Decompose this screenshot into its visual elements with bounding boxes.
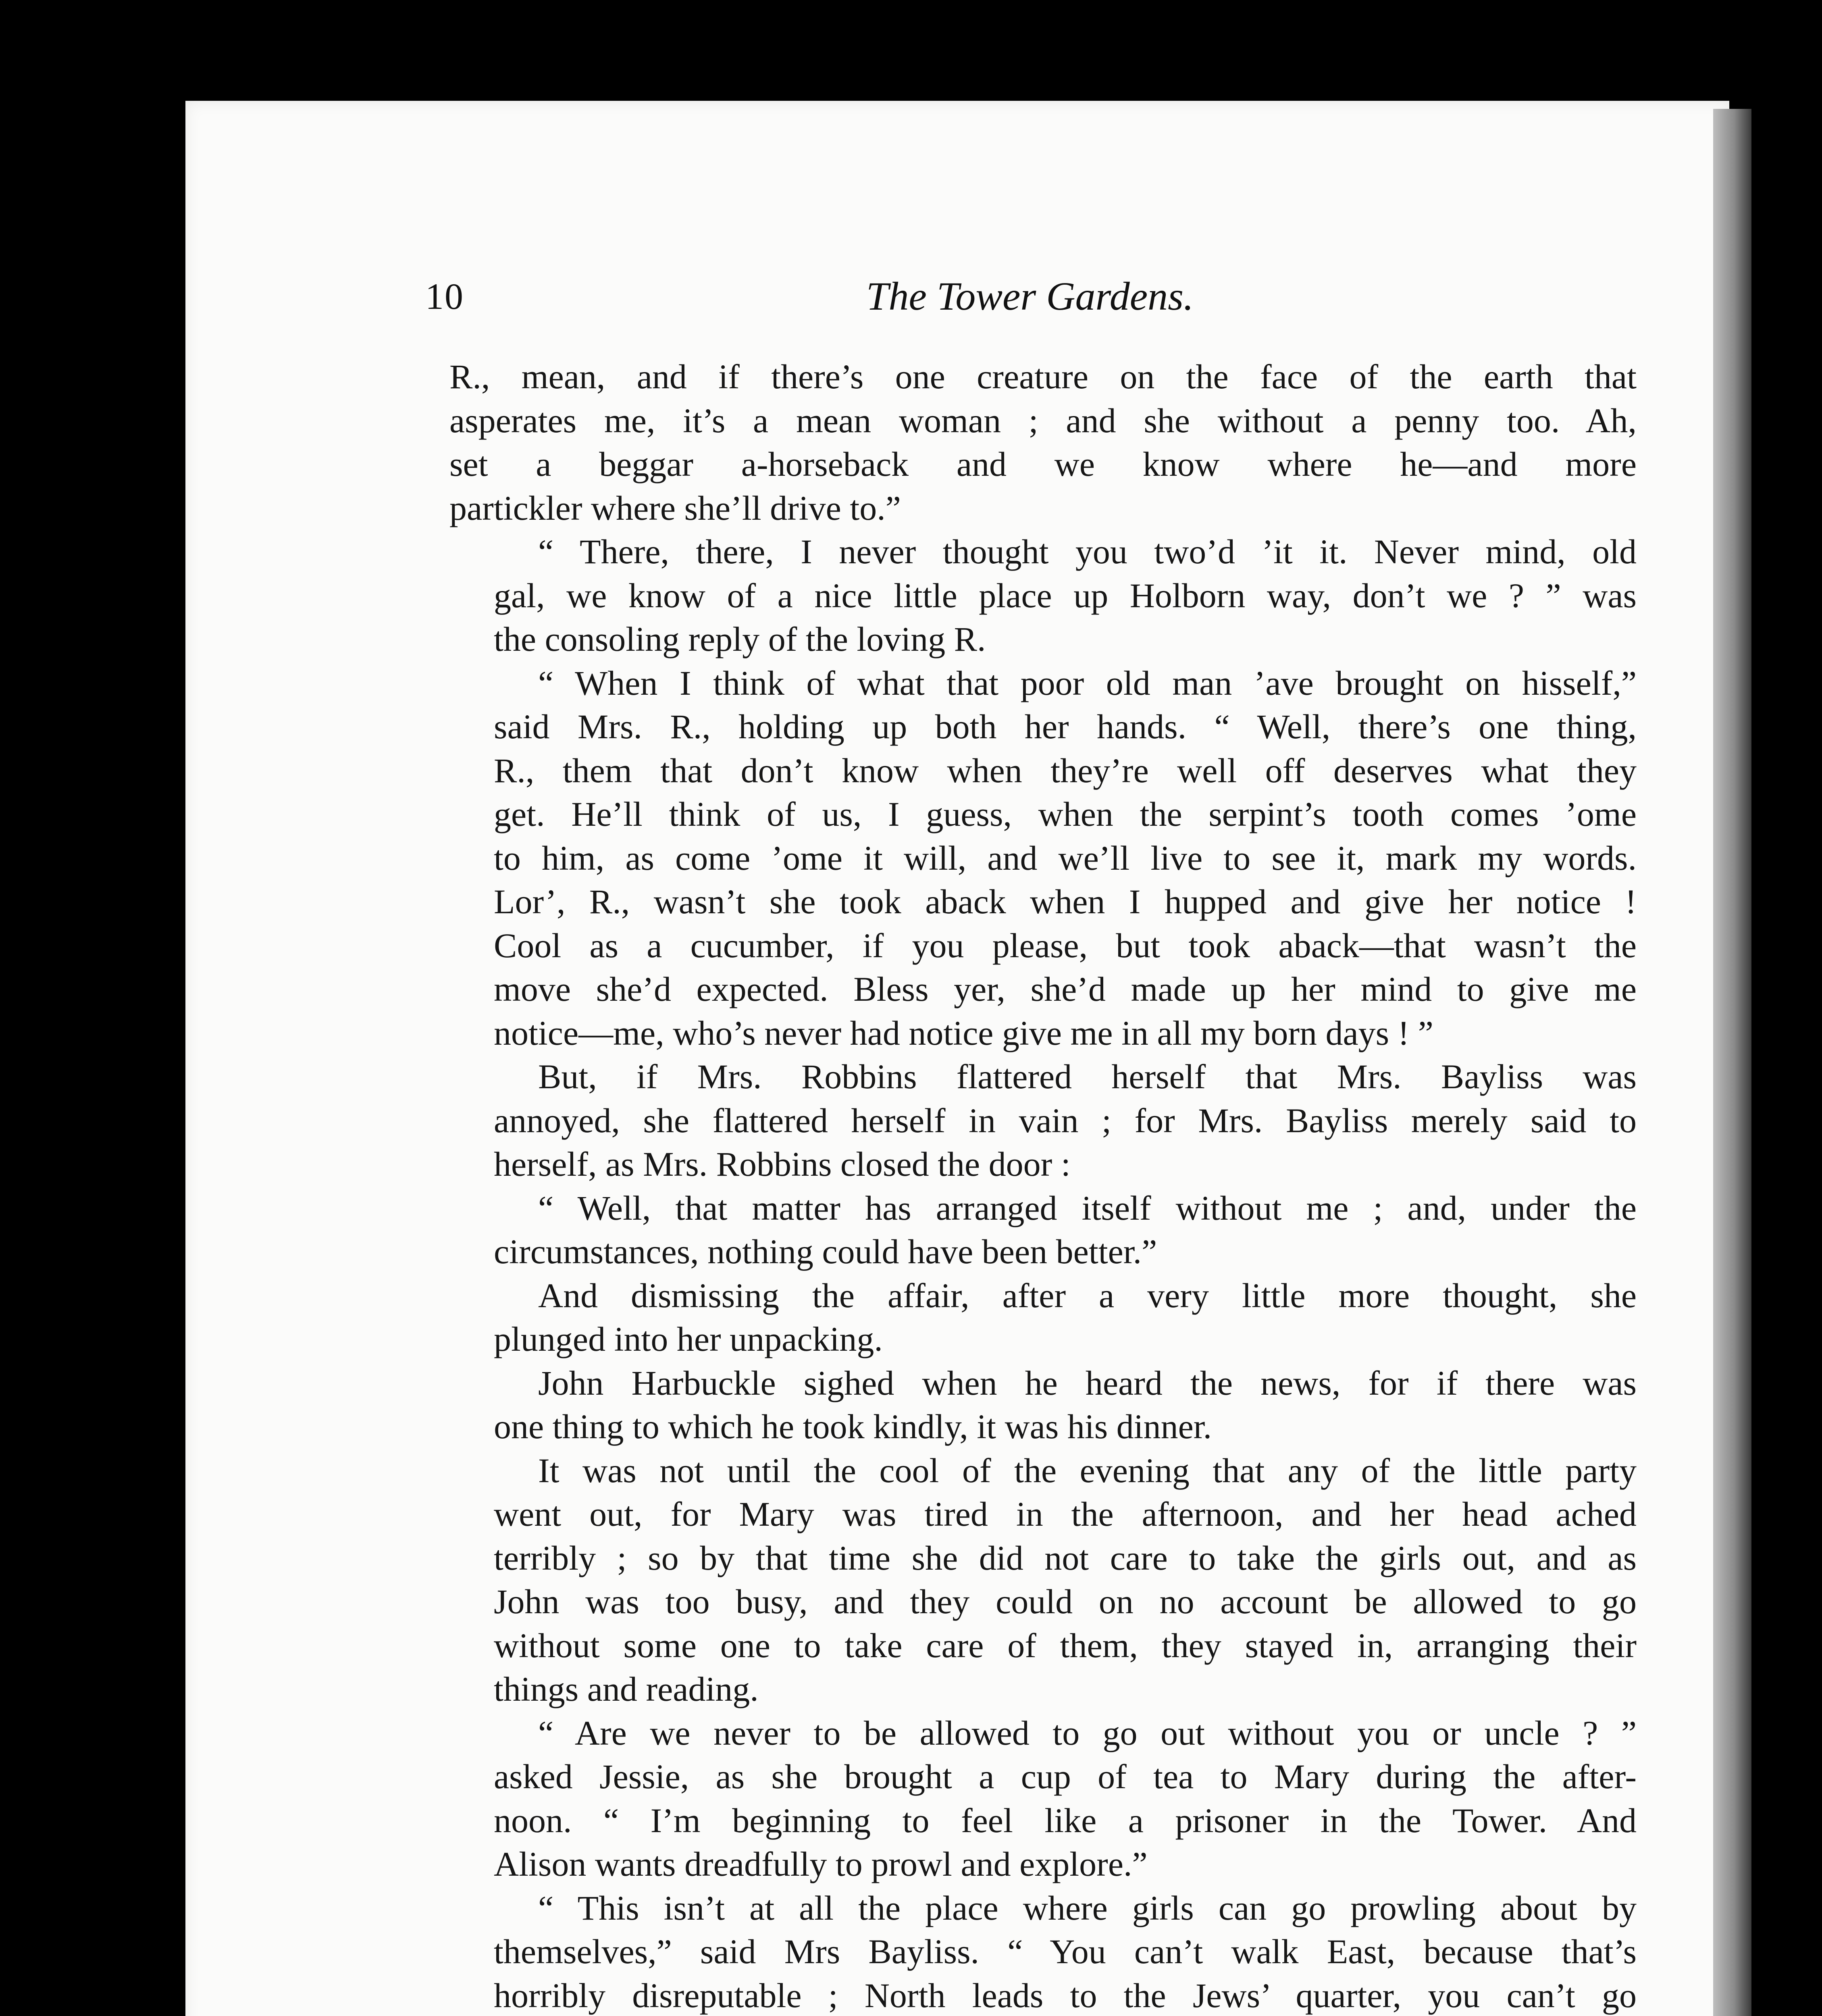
page-edge-shadow <box>1713 109 1751 2016</box>
text-line: “ There, there, I never thought you two’d ’it it. Never mind, old <box>538 532 1637 571</box>
text-line: It was not until the cool of the evening that any of the little party <box>538 1451 1637 1490</box>
text-line: terribly ; so by that time she did not care to take the girls out, and as <box>494 1538 1637 1577</box>
paragraph <box>449 1361 1637 1449</box>
paragraph <box>449 661 1637 1055</box>
text-line: the consoling reply of the loving R. <box>494 620 986 658</box>
text-line: get. He’ll think of us, I guess, when the serpint’s tooth comes ’ome <box>494 795 1637 833</box>
paragraph <box>449 1186 1637 1274</box>
text-line: noon. “ I’m beginning to feel like a prisoner in the Tower. And <box>494 1801 1637 1840</box>
paragraph <box>449 530 1637 661</box>
text-line: one thing to which he took kindly, it was his dinner. <box>494 1407 1212 1446</box>
page-header <box>425 266 1635 327</box>
text-line: circumstances, nothing could have been better.” <box>494 1232 1157 1271</box>
paragraph <box>449 1449 1637 1711</box>
text-line: asked Jessie, as she brought a cup of tea to Mary during the after- <box>494 1757 1637 1796</box>
text-line: John was too busy, and they could on no account be allowed to go <box>494 1582 1637 1621</box>
page-number: 10 <box>425 276 464 317</box>
text-line: annoyed, she flattered herself in vain ; for Mrs. Bayliss merely said to <box>494 1101 1637 1140</box>
running-title: The Tower Gardens. <box>866 274 1194 319</box>
text-line: herself, as Mrs. Robbins closed the door : <box>494 1145 1071 1183</box>
text-line: asperates me, it’s a mean woman ; and she without a penny too. Ah, <box>449 401 1637 440</box>
paragraph <box>449 1274 1637 1361</box>
text-line: And dismissing the affair, after a very little more thought, she <box>538 1276 1637 1315</box>
text-line: plunged into her unpacking. <box>494 1320 883 1358</box>
paragraph <box>449 1886 1637 2016</box>
text-line: set a beggar a-horseback and we know where he—and more <box>449 445 1637 483</box>
text-line: horribly disreputable ; North leads to the Jews’ quarter, you can’t go <box>494 1976 1637 2015</box>
text-line: gal, we know of a nice little place up Holborn way, don’t we ? ” was <box>494 576 1637 615</box>
text-line: to him, as come ’ome it will, and we’ll live to see it, mark my words. <box>494 838 1637 877</box>
text-line: said Mrs. R., holding up both her hands. “ Well, there’s one thing, <box>494 707 1637 746</box>
text-line: without some one to take care of them, they stayed in, arranging their <box>494 1626 1637 1665</box>
paragraph <box>449 1711 1637 1886</box>
paragraph <box>449 1055 1637 1186</box>
text-line: partickler where she’ll drive to.” <box>449 488 901 527</box>
text-line: things and reading. <box>494 1670 759 1708</box>
text-line: move she’d expected. Bless yer, she’d made up her mind to give me <box>494 970 1637 1008</box>
paragraph <box>449 355 1637 530</box>
text-line: Alison wants dreadfully to prowl and explore.” <box>494 1845 1148 1883</box>
body-text <box>449 355 1637 2016</box>
text-line: “ When I think of what that poor old man ’ave brought on hisself,” <box>538 663 1637 702</box>
text-line: themselves,” said Mrs Bayliss. “ You can’t walk East, because that’s <box>494 1932 1637 1971</box>
text-line: Cool as a cucumber, if you please, but took aback—that wasn’t the <box>494 926 1637 965</box>
text-line: “ Are we never to be allowed to go out without you or uncle ? ” <box>538 1713 1637 1752</box>
text-line: “ Well, that matter has arranged itself without me ; and, under the <box>538 1188 1637 1227</box>
text-line: But, if Mrs. Robbins flattered herself that Mrs. Bayliss was <box>538 1057 1637 1096</box>
text-line: R., mean, and if there’s one creature on the face of the earth that <box>449 357 1637 396</box>
text-line: “ This isn’t at all the place where girls can go prowling about by <box>538 1888 1637 1927</box>
text-line: R., them that don’t know when they’re well off deserves what they <box>494 751 1637 790</box>
text-line: notice—me, who’s never had notice give me in all my born days ! ” <box>494 1013 1433 1052</box>
text-line: John Harbuckle sighed when he heard the news, for if there was <box>538 1363 1637 1402</box>
text-line: Lor’, R., wasn’t she took aback when I hupped and give her notice ! <box>494 882 1637 921</box>
text-line: went out, for Mary was tired in the afternoon, and her head ached <box>494 1495 1637 1533</box>
